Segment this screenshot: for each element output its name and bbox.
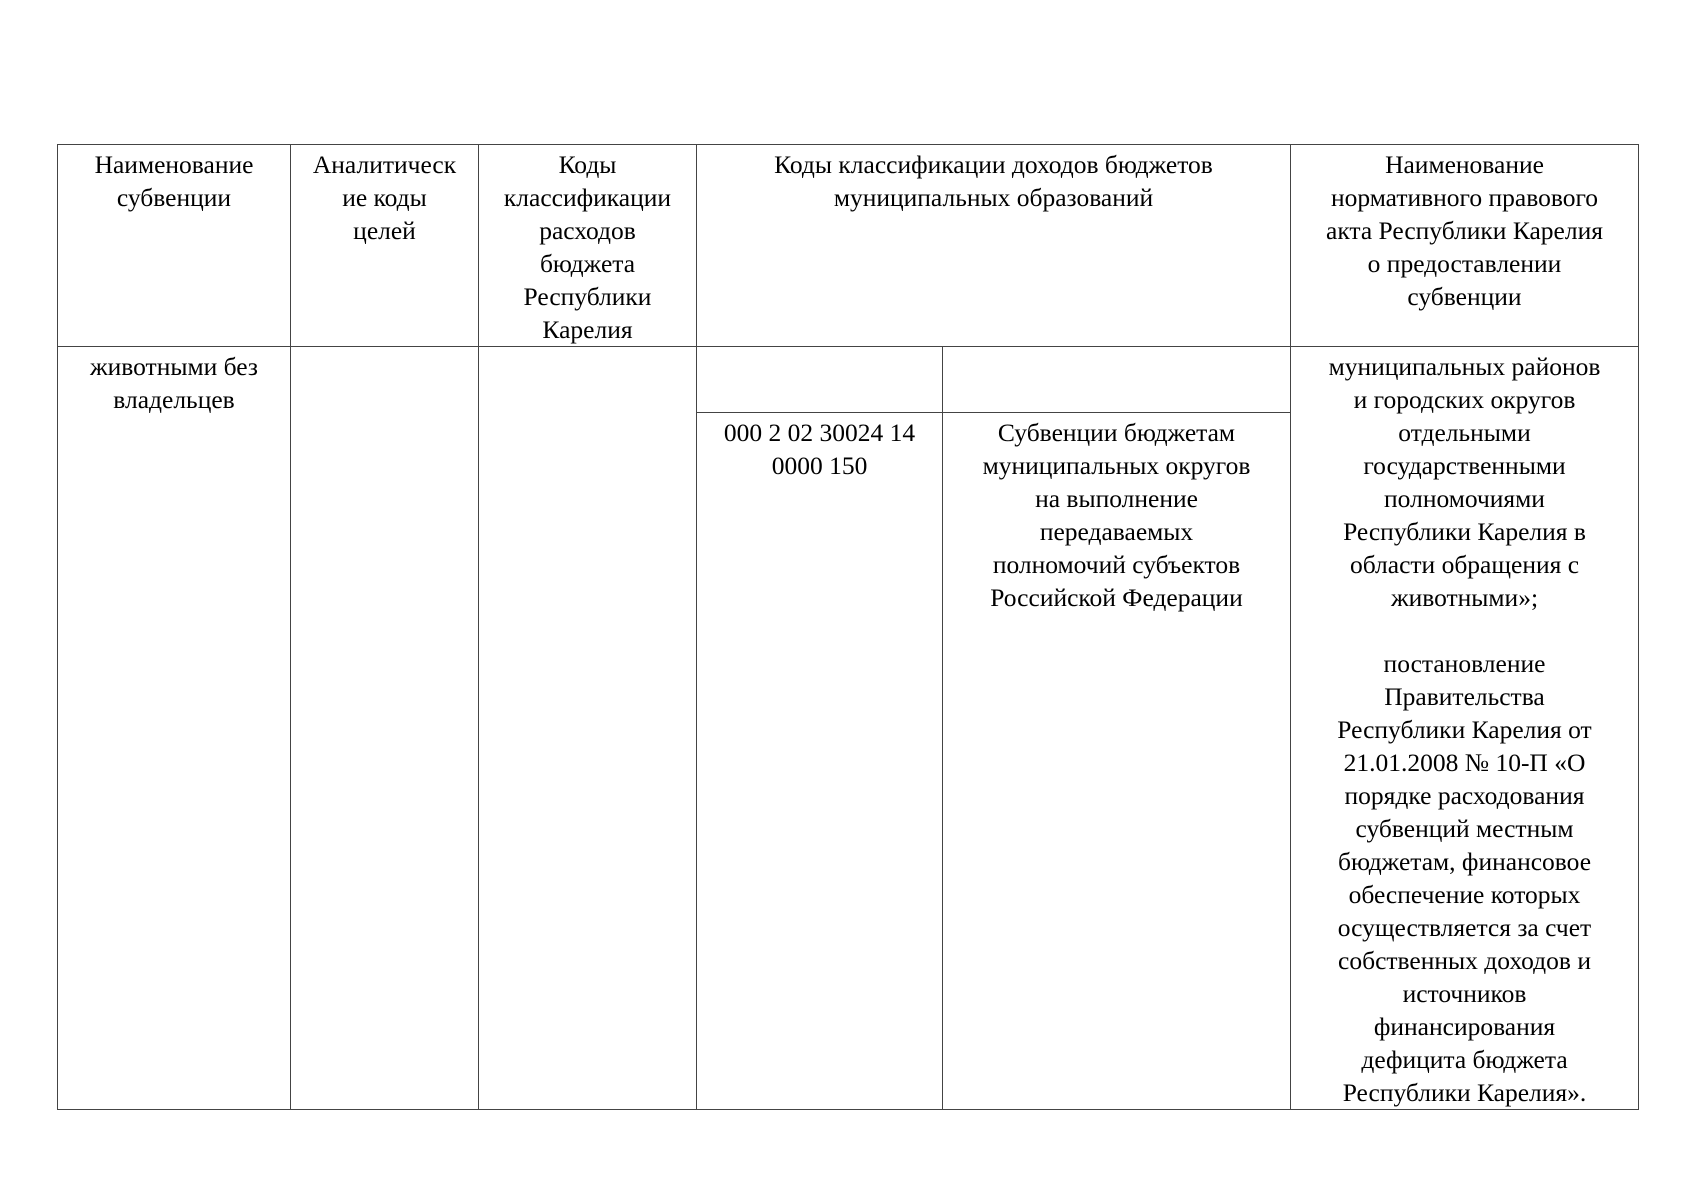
header-cell-legal-act [1291,145,1639,347]
header-analytic-codes-text: Аналитическ ие коды целей [312,150,457,245]
header-income-codes-text: Коды классификации доходов бюджетов муниципальных образований [774,150,1213,212]
header-expense-codes-text: Коды классификации расходов бюджета Республики Карелия [503,150,672,344]
subvention-name-text: животными без владельцев [90,352,258,414]
cell-analytic-codes [291,347,479,1110]
header-cell-expense-codes [479,145,697,347]
table-row [58,347,1639,413]
cell-subvention-name [58,347,291,1110]
legal-act-text: муниципальных районов и городских округов отдельными государственными полномочиями Республики Карелия в области обращения с животными»; постановление Правительства Республики Карелия от 21.01.2008 № 10-П «О порядке расходования субвенций местным бюджетам, финансовое обеспечение которых осуществляется за счет собственных доходов и источников финансирования дефицита бюджета Республики Карелия». [1328,352,1601,1107]
header-cell-analytic-codes [291,145,479,347]
cell-income-name-top [943,347,1291,413]
cell-income-code-top [697,347,943,413]
cell-income-name [943,413,1291,1110]
income-code-text: 000 2 02 30024 14 0000 150 [723,418,916,481]
cell-income-code [697,413,943,1110]
cell-legal-act [1291,347,1639,1110]
header-subvention-name-text: Наименование субвенции [94,150,254,212]
header-legal-act-text: Наименование нормативного правового акта Республики Карелия о предоставлении субвенции [1326,150,1603,311]
header-cell-subvention-name [58,145,291,347]
income-name-text: Субвенции бюджетам муниципальных округов на выполнение передаваемых полномочий субъектов Российской Федерации [982,418,1251,613]
header-cell-income-codes [697,145,1291,347]
cell-expense-codes [479,347,697,1110]
table-header-row [58,145,1639,347]
subvention-table [57,144,1639,1110]
